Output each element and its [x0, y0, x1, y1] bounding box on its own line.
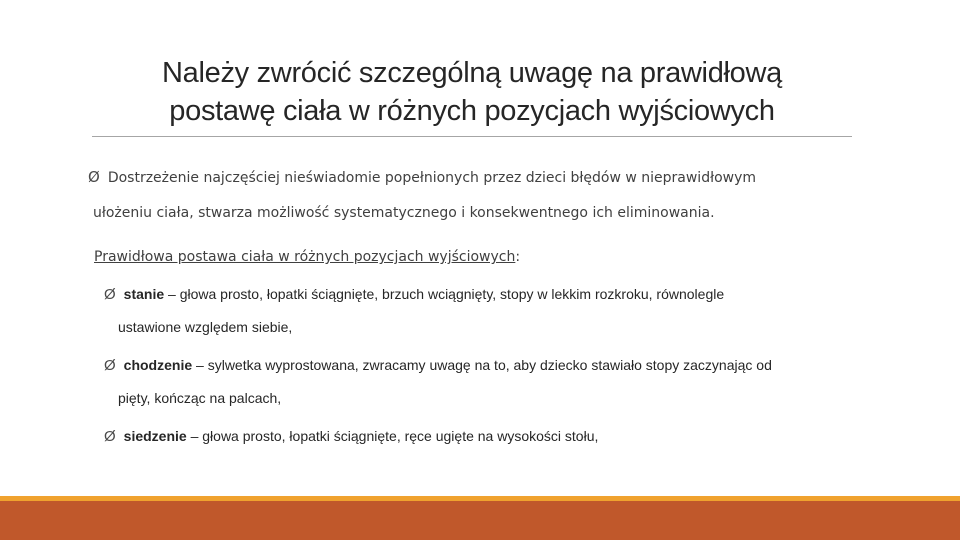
footer-bar	[0, 501, 960, 540]
arrow-bullet-icon: Ø	[104, 428, 116, 445]
arrow-bullet-icon: Ø	[88, 168, 100, 186]
title-divider	[92, 136, 852, 137]
subheading	[94, 246, 794, 268]
slide-title	[92, 54, 852, 130]
intro-line-1: Dostrzeżenie najczęściej nieświadomie popełnionych przez dzieci błędów w nieprawidłowym	[107, 170, 757, 186]
item-line-1: – sylwetka wyprostowana, zwracamy uwagę na to, aby dziecko stawiało stopy zaczynając od	[192, 357, 772, 373]
item-term: chodzenie	[123, 357, 193, 373]
intro-paragraph	[88, 160, 848, 231]
subheading-colon: :	[515, 249, 521, 265]
item-line-1: – głowa prosto, łopatki ściągnięte, ręce ugięte na wysokości stołu,	[186, 428, 599, 444]
arrow-bullet-icon: Ø	[104, 286, 116, 303]
intro-line-2: ułożeniu ciała, stwarza możliwość systematycznego i konsekwentnego ich eliminowania.	[93, 205, 715, 221]
list-item	[104, 420, 874, 453]
item-line-2: ustawione względem siebie,	[118, 319, 293, 335]
list-item	[104, 349, 874, 415]
arrow-bullet-icon: Ø	[104, 357, 116, 374]
subheading-text: Prawidłowa postawa ciała w różnych pozycjach wyjściowych	[94, 249, 516, 265]
item-term: siedzenie	[123, 428, 187, 444]
title-line-2: postawę ciała w różnych pozycjach wyjściowych	[169, 95, 775, 127]
item-line-2: pięty, kończąc na palcach,	[118, 390, 282, 406]
item-term: stanie	[123, 286, 165, 302]
list-item	[104, 278, 874, 344]
item-line-1: – głowa prosto, łopatki ściągnięte, brzuch wciągnięty, stopy w lekkim rozkroku, równolegle	[164, 286, 725, 302]
title-line-1: Należy zwrócić szczególną uwagę na prawidłową	[162, 57, 782, 89]
